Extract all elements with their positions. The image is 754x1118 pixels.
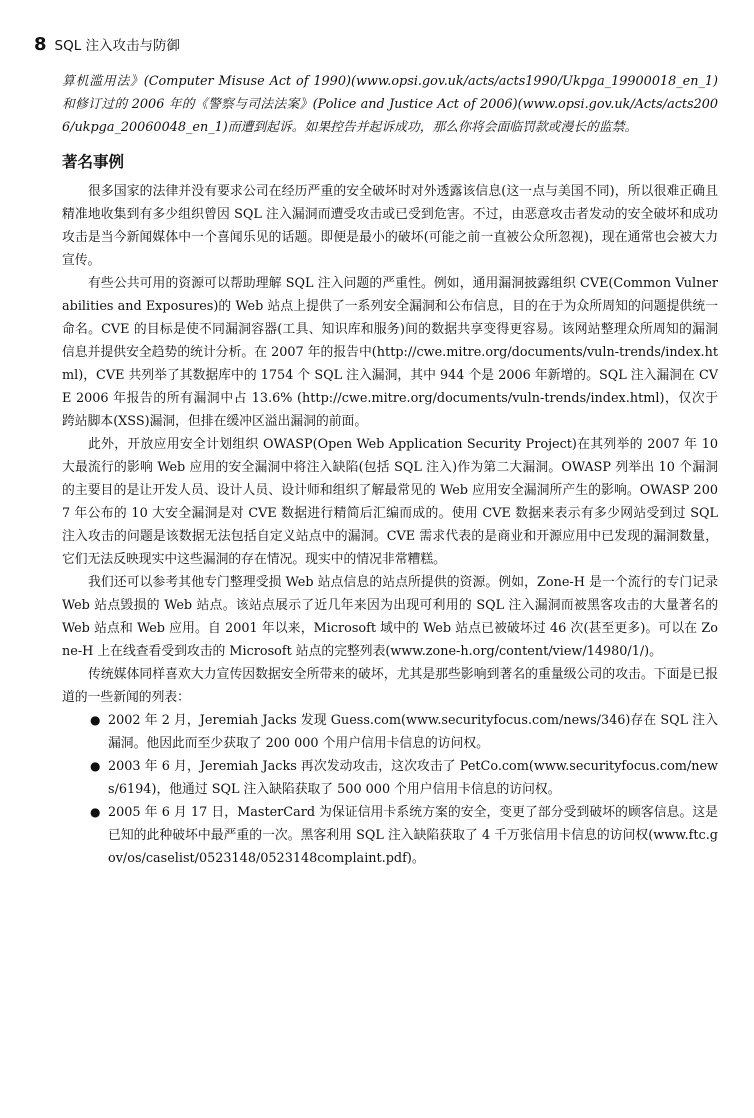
bullet-icon: ● <box>90 805 101 819</box>
list-item-text: 2002 年 2 月，Jeremiah Jacks 发现 Guess.com(www.securityfocus.com/news/346)存在 SQL 注入漏洞。他因此而至少获取了 200 000 个用户信用卡信息的访问权。 <box>108 713 718 751</box>
body-paragraph: 有些公共可用的资源可以帮助理解 SQL 注入问题的严重性。例如，通用漏洞披露组织 CVE(Common Vulnerabilities and Exposures)的 Web 站点上提供了一系列安全漏洞和公布信息，目的在于为众所周知的问题提供统一命名。CVE 的目标是使不同漏洞容器(工具、知识库和服务)间的数据共享变得更容易。该网站整理众所周知的漏洞信息并提供安全趋势的统计分析。在 2007 年的报告中(http://cwe.mitre.org/documents/vuln-trends/index.html)，CVE 共列举了其数据库中的 1754 个 SQL 注入漏洞，其中 944 个是 2006 年新增的。SQL 注入漏洞在 CVE 2006 年报告的所有漏洞中占 13.6% (http://cwe.mitre.org/documents/vuln-trends/index.html)，仅次于跨站脚本(XSS)漏洞，但排在缓冲区溢出漏洞的前面。 <box>62 276 718 429</box>
body-paragraph: 很多国家的法律并没有要求公司在经历严重的安全破坏时对外透露该信息(这一点与美国不同)，所以很难正确且精准地收集到有多少组织曾因 SQL 注入漏洞而遭受攻击或已受到危害。不过，由恶意攻击者发动的安全破坏和成功攻击是当今新闻媒体中一个喜闻乐见的话题。即便是最小的破坏(可能之前一直被公众所忽视)，现在通常也会被大力宣传。 <box>62 184 718 268</box>
section-heading: 著名事例 <box>62 153 125 171</box>
page-number: 8 <box>34 34 47 55</box>
body-paragraph: 我们还可以参考其他专门整理受损 Web 站点信息的站点所提供的资源。例如，Zone-H 是一个流行的专门记录 Web 站点毁损的 Web 站点。该站点展示了近几年来因为出现可利用的 SQL 注入漏洞而被黑客攻击的大量著名的 Web 站点和 Web 应用。自 2001 年以来，Microsoft 域中的 Web 站点已被破坏过 46 次(甚至更多)。可以在 Zone-H 上在线查看受到攻击的 Microsoft 站点的完整列表(www.zone-h.org/content/view/14980/1/)。 <box>62 575 718 659</box>
list-item <box>88 801 718 870</box>
list-item-text: 2005 年 6 月 17 日，MasterCard 为保证信用卡系统方案的安全，变更了部分受到破坏的顾客信息。这是已知的此种破坏中最严重的一次。黑客利用 SQL 注入缺陷获取了 4 千万张信用卡信息的访问权(www.ftc.gov/os/caselist/0523148/0523148complaint.pdf)。 <box>108 805 718 866</box>
bullet-icon: ● <box>90 713 101 727</box>
bullet-icon: ● <box>90 759 101 773</box>
running-header <box>34 34 180 55</box>
running-title: SQL 注入攻击与防御 <box>54 38 181 54</box>
page-content <box>62 70 718 870</box>
list-item <box>88 755 718 801</box>
list-item <box>88 709 718 755</box>
news-list <box>62 709 718 870</box>
list-item-text: 2003 年 6 月，Jeremiah Jacks 再次发动攻击，这次攻击了 PetCo.com(www.securityfocus.com/news/6194)，他通过 SQL 注入缺陷获取了 500 000 个用户信用卡信息的访问权。 <box>108 759 718 797</box>
body-paragraph: 传统媒体同样喜欢大力宣传因数据安全所带来的破坏，尤其是那些影响到著名的重量级公司的攻击。下面是已报道的一些新闻的列表： <box>62 667 718 705</box>
intro-paragraph: 算机滥用法》(Computer Misuse Act of 1990)(www.opsi.gov.uk/acts/acts1990/Ukpga_19900018_en_1)和修订过的 2006 年的《警察与司法法案》(Police and Justice Act of 2006)(www.opsi.gov.uk/Acts/acts2006/ukpga_20060048_en_1)而遭到起诉。如果控告并起诉成功，那么你将会面临罚款或漫长的监禁。 <box>62 74 718 135</box>
body-paragraph: 此外，开放应用安全计划组织 OWASP(Open Web Application Security Project)在其列举的 2007 年 10 大最流行的影响 Web 应用的安全漏洞中将注入缺陷(包括 SQL 注入)作为第二大漏洞。OWASP 列举出 10 个漏洞的主要目的是让开发人员、设计人员、设计师和组织了解最常见的 Web 应用安全漏洞所产生的影响。OWASP 2007 年公布的 10 大安全漏洞是对 CVE 数据进行精简后汇编而成的。使用 CVE 数据来表示有多少网站受到过 SQL 注入攻击的问题是该数据无法包括自定义站点中的漏洞。CVE 需求代表的是商业和开源应用中已发现的漏洞数量，它们无法反映现实中这些漏洞的存在情况。现实中的情况非常糟糕。 <box>62 437 718 567</box>
